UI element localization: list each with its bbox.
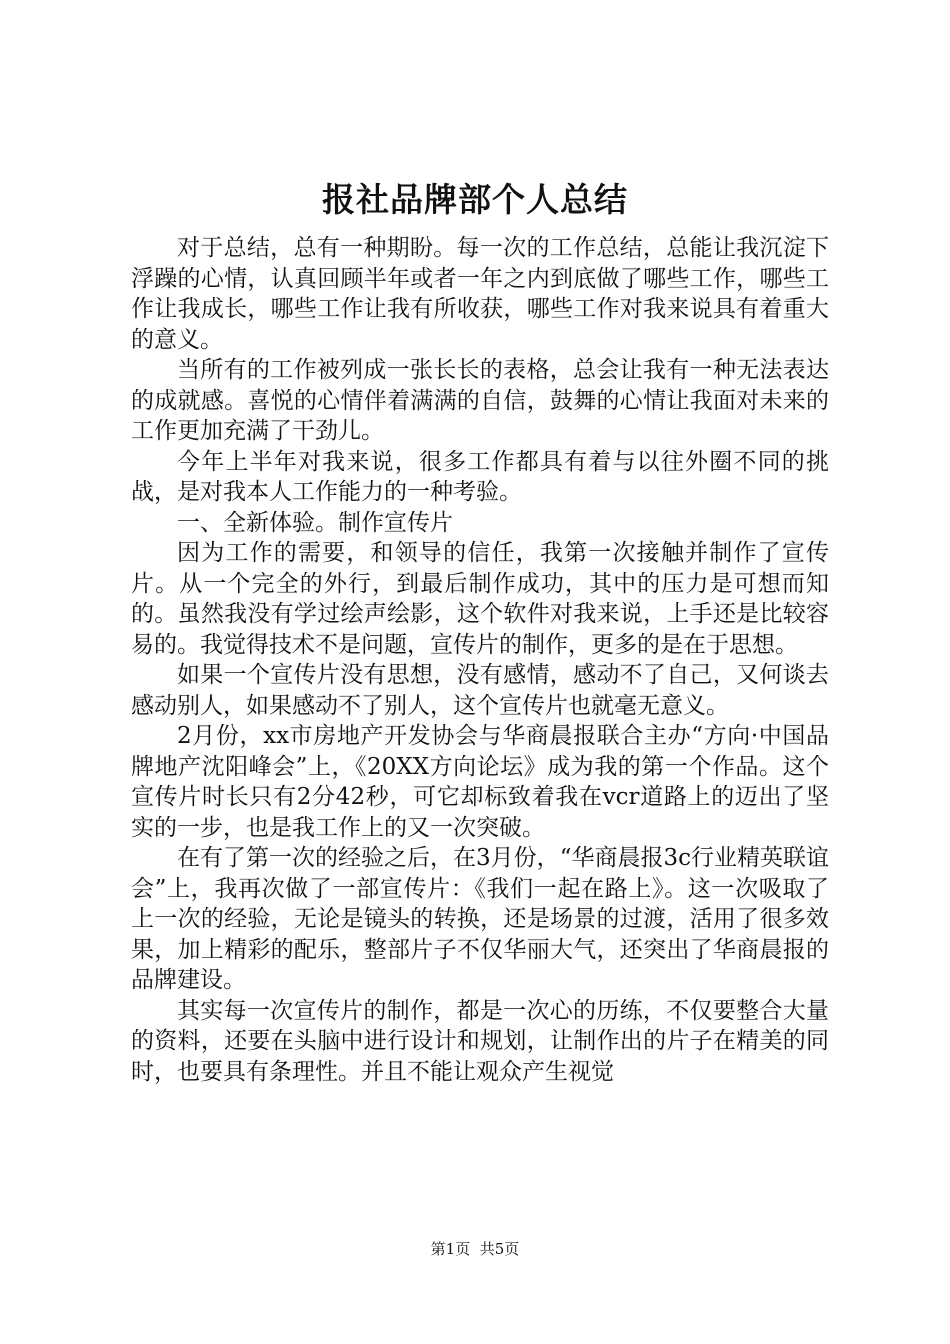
page-footer — [0, 1242, 950, 1257]
page-number: 第1页 — [430, 1240, 471, 1258]
paragraph: 其实每一次宣传片的制作，都是一次心的历练，不仅要整合大量的资料，还要在头脑中进行设计和规划，让制作出的片子在精美的同时，也要具有条理性。并且不能让观众产生视觉 — [131, 997, 829, 1085]
paragraph: 如果一个宣传片没有思想，没有感情，感动不了自己，又何谈去感动别人，如果感动不了别人，这个宣传片也就毫无意义。 — [131, 662, 829, 719]
paragraph: 2月份，xx市房地产开发协会与华商晨报联合主办“方向·中国品牌地产沈阳峰会”上，《20XX方向论坛》成为我的第一个作品。这个宣传片时长只有2分42秒，可它却标致着我在vcr道路上的迈出了坚实的一步，也是我工作上的又一次突破。 — [131, 723, 829, 841]
paragraph: 对于总结，总有一种期盼。每一次的工作总结，总能让我沉淀下浮躁的心情，认真回顾半年或者一年之内到底做了哪些工作，哪些工作让我成长，哪些工作让我有所收获，哪些工作对我来说具有着重大的意义。 — [131, 235, 829, 353]
document-title: 报社品牌部个人总结 — [322, 180, 628, 219]
section-heading: 一、全新体验。制作宣传片 — [177, 509, 453, 536]
page-total: 共5页 — [479, 1240, 520, 1258]
footer-separator — [470, 1240, 480, 1258]
paragraph: 因为工作的需要，和领导的信任，我第一次接触并制作了宣传片。从一个完全的外行，到最后制作成功，其中的压力是可想而知的。虽然我没有学过绘声绘影，这个软件对我来说，上手还是比较容易的。我觉得技术不是问题，宣传片的制作，更多的是在于思想。 — [131, 540, 829, 658]
document-body — [131, 233, 829, 1087]
paragraph: 在有了第一次的经验之后，在3月份，“华商晨报3c行业精英联谊会”上，我再次做了一部宣传片：《我们一起在路上》。这一次吸取了上一次的经验，无论是镜头的转换，还是场景的过渡，活用了很多效果，加上精彩的配乐，整部片子不仅华丽大气，还突出了华商晨报的品牌建设。 — [131, 845, 829, 993]
paragraph: 今年上半年对我来说，很多工作都具有着与以往外圈不同的挑战，是对我本人工作能力的一种考验。 — [131, 448, 829, 505]
paragraph: 当所有的工作被列成一张长长的表格，总会让我有一种无法表达的成就感。喜悦的心情伴着满满的自信，鼓舞的心情让我面对未来的工作更加充满了干劲儿。 — [131, 357, 829, 444]
